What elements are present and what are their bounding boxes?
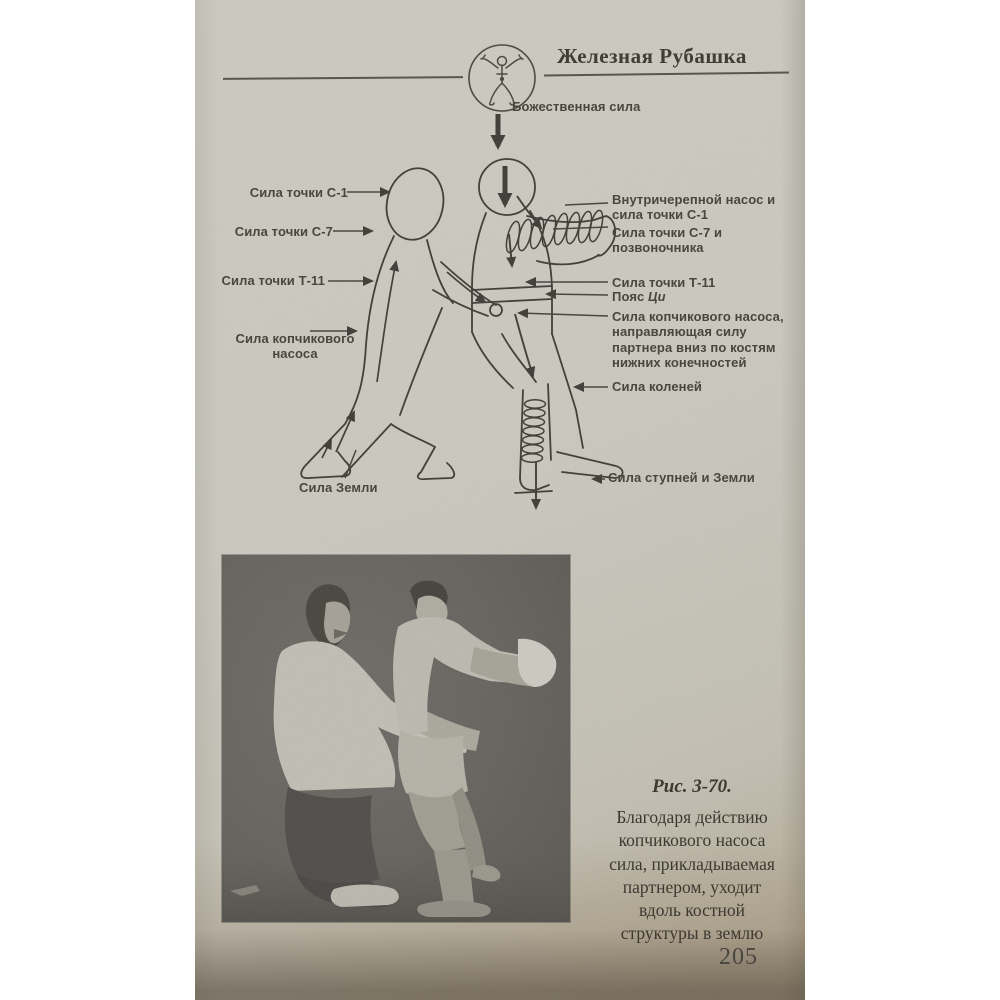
receiver-figure-outline	[472, 159, 623, 493]
chi-belt-italic: Ци	[648, 289, 666, 304]
label-knees-force: Сила коленей	[612, 379, 703, 394]
caption-line: копчикового насоса	[618, 830, 766, 851]
label-coccyx-pump-direction: Сила копчикового насоса, направляющая силу партнера вниз по костям нижних конечностей	[612, 309, 784, 370]
label-divine-force: Божественная сила	[512, 99, 641, 114]
label-earth-force: Сила Земли	[299, 480, 378, 495]
label-chi-belt: Пояс Ци	[612, 289, 666, 304]
practice-photo	[222, 555, 570, 922]
figure-number: Рис. 3-70.	[652, 776, 732, 797]
photo-grain-overlay	[222, 555, 570, 922]
arm-spring-coil	[504, 209, 605, 254]
caption-line: Благодаря действию	[616, 807, 768, 827]
label-feet-earth-force: Сила ступней и Земли	[608, 470, 755, 485]
label-cranial-pump: Внутричерепной насос и сила точки С-1	[612, 192, 776, 223]
book-page	[195, 0, 805, 1000]
figure-caption	[583, 776, 801, 946]
label-right-t11: Сила точки Т-11	[612, 275, 716, 290]
label-point-t11: Сила точки Т-11	[221, 273, 325, 288]
page-title: Железная Рубашка	[557, 44, 747, 68]
caption-line: вдоль костной	[638, 900, 746, 921]
label-coccyx-pump: Сила копчикового насоса	[235, 331, 355, 362]
caption-line: структуры в землю	[620, 923, 764, 944]
caption-line: партнером, уходит	[622, 876, 762, 897]
page-number: 205	[719, 944, 758, 970]
label-c7-spine: Сила точки С-7 и позвоночника	[612, 225, 723, 256]
label-point-c7: Сила точки С-7	[234, 224, 333, 239]
caption-line: сила, прикладываемая	[609, 853, 775, 874]
shin-spring-coil	[522, 400, 546, 462]
label-point-c1: Сила точки С-1	[249, 185, 348, 200]
